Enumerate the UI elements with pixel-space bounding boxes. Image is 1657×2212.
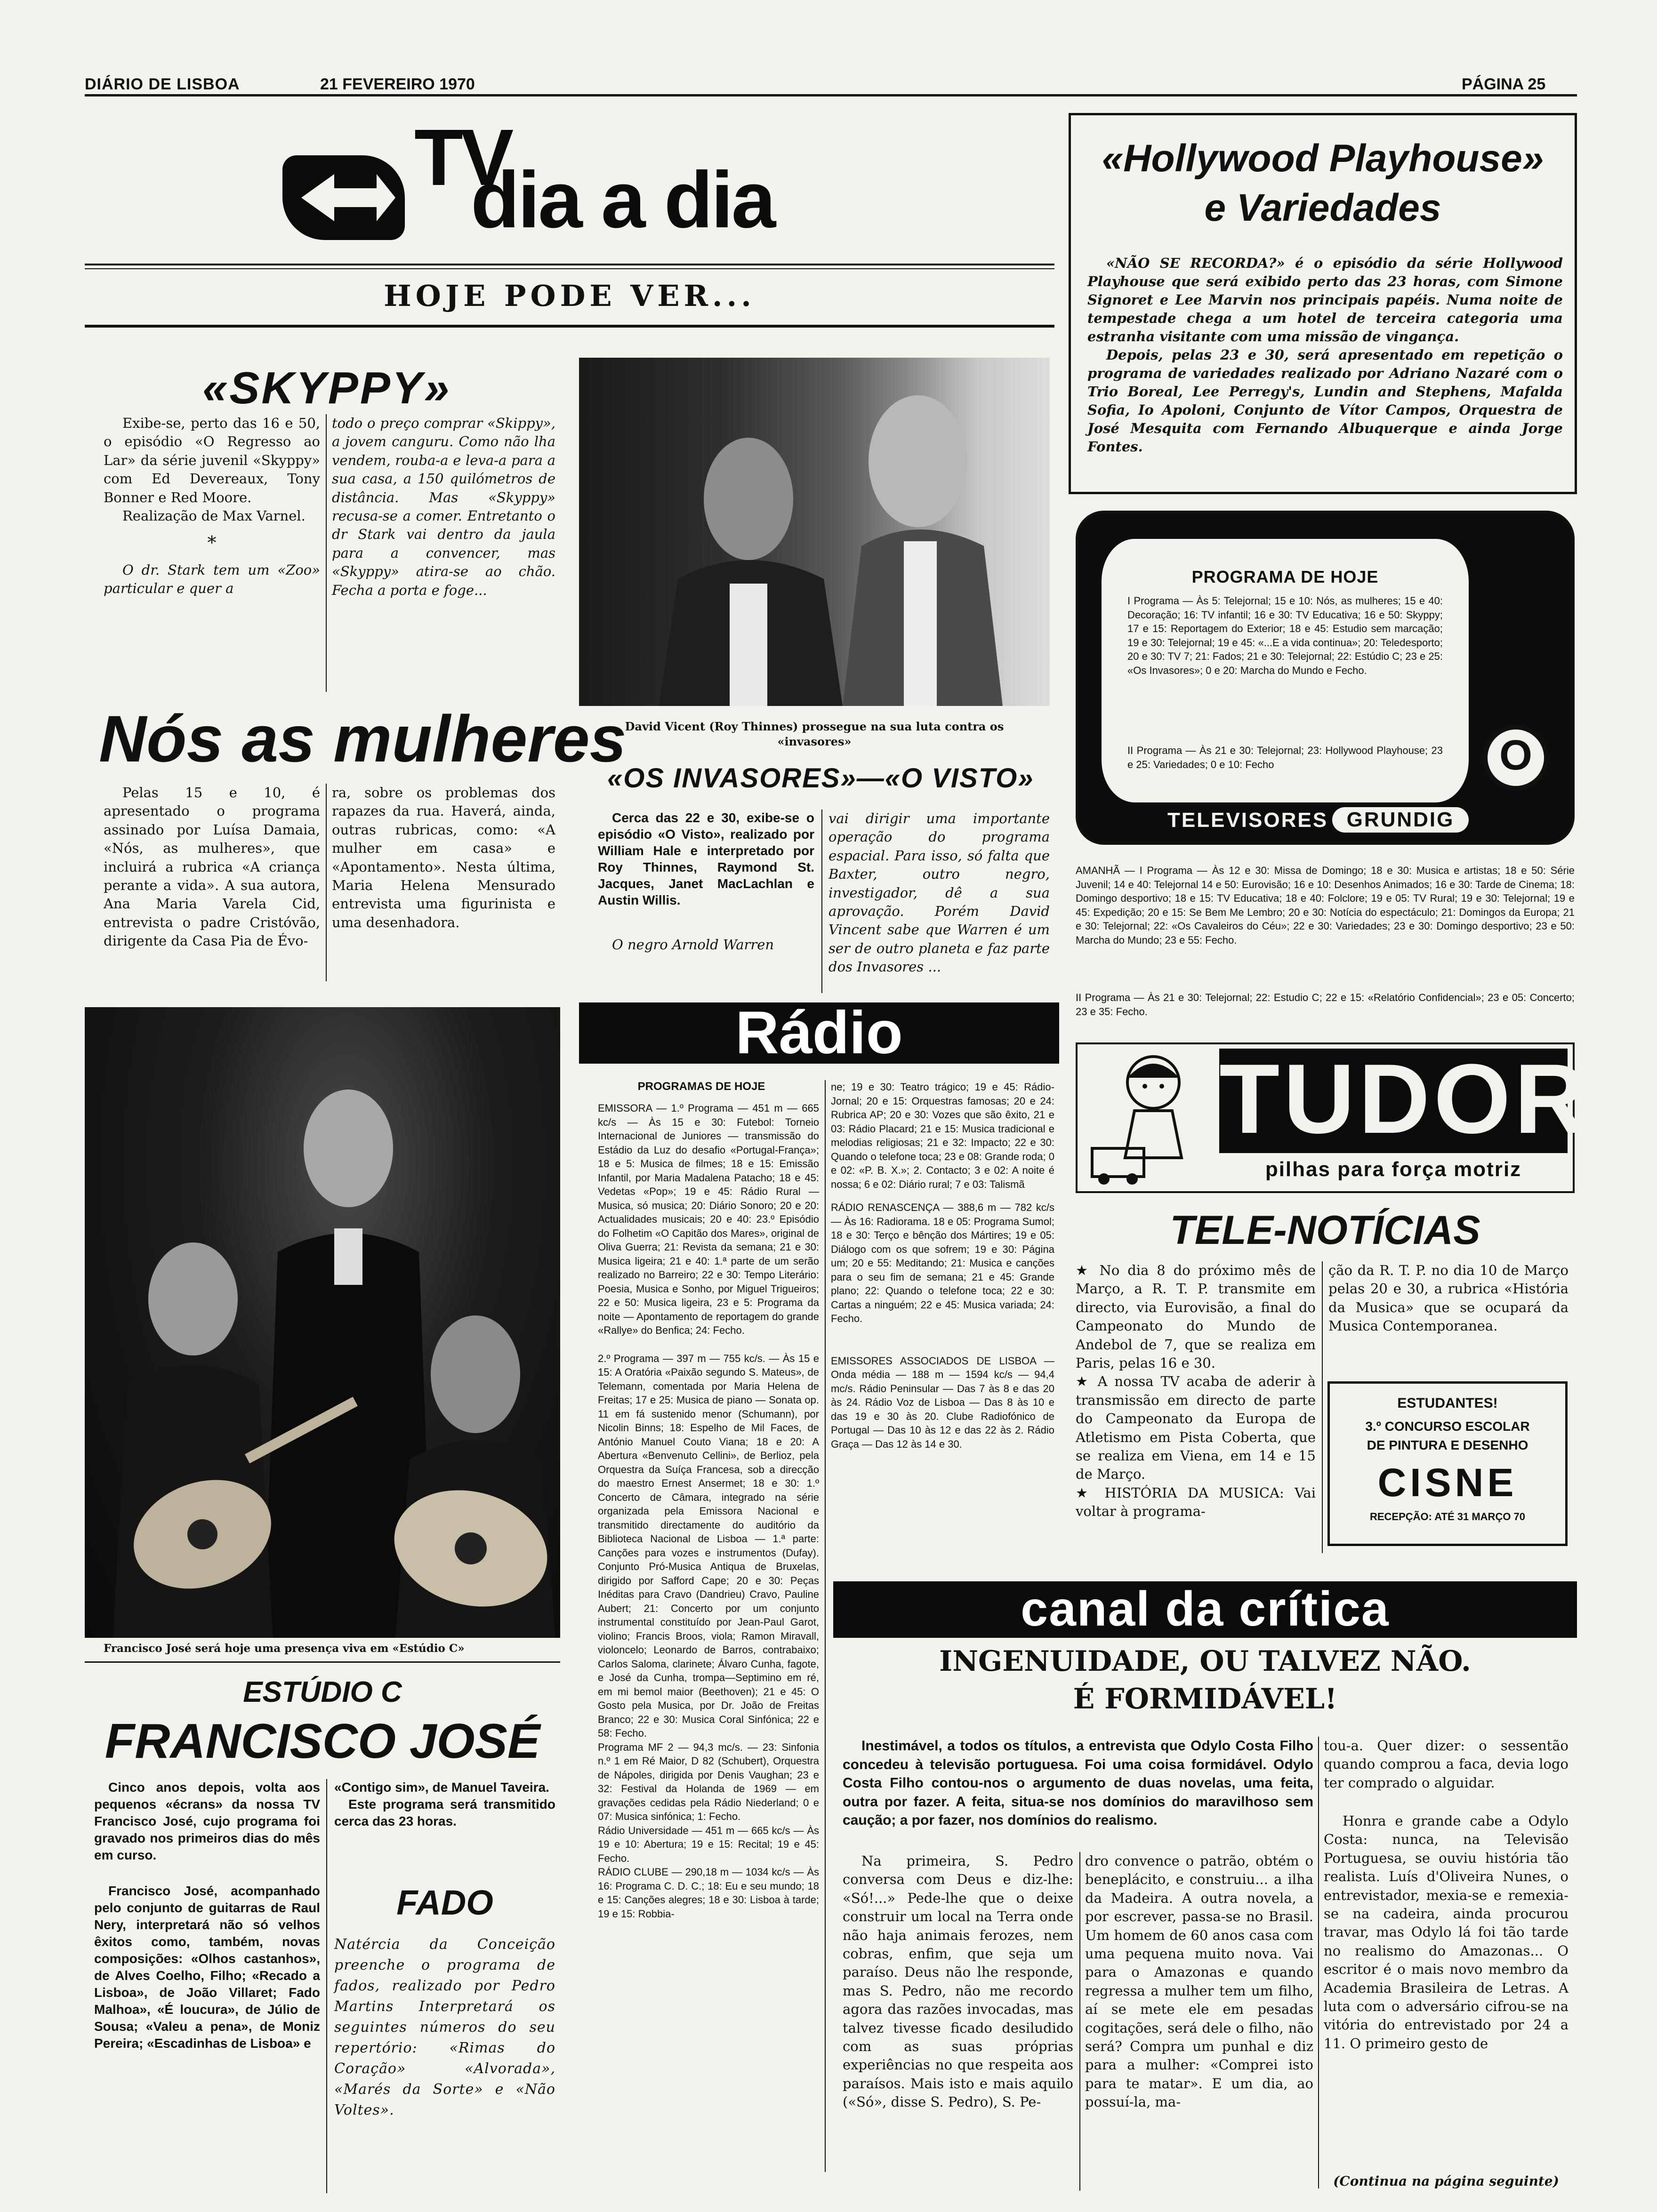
canal-col2: dro convence o patrão, obtém o beneplácito, e construiu... a ilha da Madeira. A outra novela, a por escrever, passa-se no Brasil. Um homem de 60 anos casa com uma pequena muito nova. Vai para o Amazonas e quando regressa a mulher tem um filho, aí se mete ele em pesadas cogitações, será dele o filho, não será? Compra um punhal e diz para a mulher: «Comprei isto para te matar». E um dia, ao possuí-la, ma- (1085, 1853, 1313, 2110)
masthead-page: PÁGINA 25 (1462, 75, 1546, 93)
radio-renascenca: RÁDIO RENASCENÇA — 388,6 m — 782 kc/s — Às 16: Radiorama. 18 e 05: Programa Sumol; 18 e 30: Terço e bênção dos Mártires; 19 e 05: Diálogo com os que sofrem; 19 e 30: Página um; 20 e 55: Meditando; 21: Musica e canções para o seu fim de semana; 21 e 45: Grande plano; 22: Quando o telefone toca; 22 e 30: Cartas a ninguém; 22 e 45: Musica variada; 24: Fecho. (831, 1202, 1054, 1324)
canal-continua: (Continua na página seguinte) (1333, 2173, 1559, 2189)
tudor-brand: TUDOR (1219, 1043, 1590, 1154)
radio-associados: EMISSORES ASSOCIADOS DE LISBOA — Onda média — 188 m — 1594 kc/s — 94,4 mc/s. Rádio Peninsular — Das 7 às 8 e das 20 às 24. Rádio Voz de Lisboa — Das 8 às 10 e das 19 e 30 às 20. Clube Radiofónico de Portugal — Das 10 às 12 e das 22 às 2. Rádio Graça — Das 12 às 14 e 30. (831, 1354, 1054, 1450)
amanha-p2: II Programa — Às 21 e 30: Telejornal; 22: Estudio C; 22 e 15: «Relatório Confidencial»; 23 e 05: Concerto; 23 e 35: Fecho. (1076, 992, 1575, 1018)
tv-knob-label: O (1499, 732, 1532, 779)
cisne-line4: RECEPÇÃO: ATÉ 31 MARÇO 70 (1369, 1511, 1526, 1523)
skyppy-col1 (104, 414, 320, 598)
tele-noticias-title: TELE-NOTÍCIAS (1170, 1208, 1480, 1253)
rule-hoje-top (85, 264, 1054, 265)
estudio-col2-p2: Este programa será transmitido cerca das 23 horas. (334, 1797, 555, 1828)
invasores-col1 (598, 809, 814, 953)
radio-col-divider (825, 1080, 826, 2172)
estudio-col1-p1: Cinco anos depois, volta aos pequenos «écrans» da nossa TV Francisco José, cujo programa foi gravado nos primeiros dias do mês em curso. (94, 1780, 320, 1862)
radio-col1 (598, 1101, 819, 1921)
programa-hoje-title: PROGRAMA DE HOJE (1191, 567, 1379, 586)
mulheres-col-divider (326, 784, 327, 981)
hoje-pode-ver: HOJE PODE VER... (384, 279, 756, 313)
estudio-photo (85, 1007, 560, 1638)
skyppy-col1-p3: O dr. Stark tem um «Zoo» particular e quer a (104, 561, 320, 597)
invasores-col-divider (821, 809, 822, 993)
mulheres-col2: ra, sobre os problemas dos rapazes da rua. Haverá, ainda, outras rubricas, como: «A mulher em casa» e «Apontamento». Nesta última, Maria Helena Mensurado entrevista uma figurinista e uma desenhadora. (332, 785, 555, 930)
tele-noticias-item-2 (1076, 1372, 1316, 1483)
radio-subtitle: PROGRAMAS DE HOJE (637, 1080, 765, 1093)
tudor-slogan: pilhas para força motriz (1265, 1158, 1522, 1181)
estudio-col1 (94, 1779, 320, 2052)
tele-noticias-item-2-text: A nossa TV acaba de aderir à transmissão em directo de parte do Campeonato da Europa de Atletismo em Pista Coberta, que se realiza em Viena, em 14 e 15 de Março. (1076, 1373, 1316, 1483)
radio-mf2: Programa MF 2 — 94,3 mc/s. — 23: Sinfonia n.º 1 em Ré Maior, D 82 (Schubert), Orquestra de Nápoles, dirigida por Denis Vaughan; 23 e 32: Festival da Holanda de 1969 — em gravações cedidas pela Rádio Niederland; 0 e 07: Musica sinfónica; 1: Fecho. (598, 1741, 819, 1822)
star-icon: ★ (1076, 1373, 1098, 1390)
hollywood-title-1: «Hollywood Playhouse» (1102, 137, 1544, 180)
canal-lead: Inestimável, a todos os títulos, a entrevista que Odylo Costa Filho concedeu à televisão portuguesa. Foi uma coisa formidável. Odylo Costa Filho contou-nos o argumento de duas novelas, uma feita, outra por fazer. A feita, situa-se nos domínios do maravilhoso sem caução; a por fazer, nos domínios do realismo. (843, 1738, 1313, 1828)
radio-emissora-1: EMISSORA — 1.º Programa — 451 m — 665 kc/s — Às 15 e 30: Futebol: Torneio Internacional de Juniores — transmissão do Estádio da Luz do desafio «Portugal-França»; 18 e 5: Musica de filmes; 18 e 15: Emissão Infantil, por Maria Madalena Patacho; 18 e 45: Vedetas «Pop»; 19 e 45: Rádio Rural — Musica, só musica; 20: Diário Sonoro; 20 e 20: Actualidades musicais; 20 e 40: 23.º Episódio do Folhetim «O Capitão dos Mares», original de Oliva Guerra; 21: Revista da semana; 21 e 30: Musica ligeira; 21 e 40: 1.ª parte de um serão realizado no Barreiro; 22 e 30: Tempo Literário: Poesia, Musica e Sonho, por Miguel Trigueiros; 22 e 50: Musica ligeira, 23 e 5: Programa da noite — Apontamento de reportagem do grande «Rallye» do Benfica; 24: Fecho. (598, 1102, 819, 1336)
radio-emissora-2: 2.º Programa — 397 m — 755 kc/s. — Às 15 e 15: A Oratória «Paixão segundo S. Mateus», de Telemann, comentada por Maria Helena de Freitas; 17 e 25: Musica de piano — Sonata op. 11 em fá sustenido menor (Schumann), por Nicolin Binns; 18: Espelho de Mil Faces, de António Manuel Couto Viana; 18 e 20: A Abertura «Benvenuto Cellini», de Berlioz, pela Orquestra da Suíça Francesa, sob a direcção do maestro Ernest Ansermet; 18 e 30: 1.º Concerto de Câmara, integrado na série organizada pela Emissora Nacional e transmitido directamente do auditório da Biblioteca Nacional de Lisboa — 1.ª parte: Canções para vozes e instrumentos (Dufay). Conjunto Pró-Musica Antiqua de Bruxelas, dirigido por Safford Cape; 20 e 30: Peças Inéditas para Cravo (Dandrieu) Cravo, Pauline Aubert; 21: Concerto por um conjunto instrumental constituído por Jean-Paul Garot, violino; Francis Broos, viola; Ramon Miravall, violoncelo; Leonardo de Barros, contrabaixo; Carlos Saloma, clarinete; Álvaro Cunha, fagote, e José da Cunha, trompa—Septimino em ré, em mi bemol maior (Beethoven); 21 e 45: O Gosto pela Musica, por Dr. João de Freitas Branco; 22 e 30: Musica Coral Sinfónica; 22 e 58: Fecho. (598, 1352, 819, 1739)
canal-lead-divider (1318, 1737, 1319, 2188)
tele-noticias-item-3 (1076, 1484, 1316, 1521)
grundig-brand-right: GRUNDIG (1332, 807, 1469, 833)
canal-lead-right: tou-a. Quer dizer: o sessentão quando comprou a faca, devia logo ter comprado o alguidar. (1324, 1738, 1569, 1791)
canal-headline-2: É FORMIDÁVEL! (1073, 1683, 1337, 1715)
estudio-col2 (334, 1779, 555, 1830)
hollywood-text (1087, 254, 1563, 456)
tele-noticias-divider (1322, 1261, 1323, 1553)
canal-headline-1: INGENUIDADE, OU TALVEZ NÃO. (939, 1645, 1471, 1678)
invasores-col2: vai dirigir uma importante operação do programa espacial. Para isso, só falta que Baxter, outro negro, investigador, dê a sua aprovação. Porém David Vincent sabe que Warren é um ser de outro planeta e faz parte dos Invasores ... (828, 810, 1050, 975)
tele-noticias-col1 (1076, 1261, 1316, 1521)
canal-col-divider (1079, 1852, 1080, 2191)
skyppy-col1-p2: Realização de Max Varnel. (122, 508, 306, 524)
fado-title: FADO (396, 1883, 493, 1922)
masthead-date: 21 FEVEREIRO 1970 (320, 75, 475, 93)
estudio-caption-rule (85, 1661, 560, 1663)
tv-logo (264, 113, 833, 249)
hollywood-text-p2: Depois, pelas 23 e 30, será apresentado em repetição o programa de variedades realizado por Adriano Nazaré com o Trio Boreal, Lee Perregy's, Lundin and Stephens, Mafalda Sofia, Io Apoloni, Conjunto de Vítor Campos, Orquestra de José Mesquita com Fernando Albuquerque e ainda Jorge Fontes. (1087, 347, 1563, 455)
tele-noticias-item-1-text: No dia 8 do próximo mês de Março, a R. T. P. transmite em directo, via Eurovisão, a final do Campeonato do Mundo de Andebol de 7, que se realiza em Paris, pelas 16 e 30. (1076, 1262, 1316, 1371)
programa-hoje-p1: I Programa — Às 5: Telejornal; 15 e 10: Nós, as mulheres; 15 e 40: Decoração; 16: TV infantil; 16 e 30: TV Educativa; 16 e 50: Skyppy; 17 e 15: Reportagem do Exterior; 18 e 45: Estudio sem marcação; 19 e 30: Telejornal; 19 e 45: «...E a vida continua»; 20: Teledesporto; 20 e 30: TV 7; 21: Fados; 21 e 30: Telejornal; 22: Estúdio C; 23 e 25: «Os Invasores»; 0 e 20: Marcha do Mundo e Fecho. (1127, 595, 1443, 676)
skyppy-asterisk: * (207, 532, 217, 553)
estudio-col-divider (326, 1779, 327, 2193)
hollywood-title-2: e Variedades (1204, 186, 1441, 229)
tele-noticias-item-1 (1076, 1261, 1316, 1372)
rule-hoje-top2 (85, 268, 1054, 269)
tudor-child-icon (1083, 1050, 1210, 1186)
mulheres-title: Nós as mulheres (99, 702, 627, 776)
estudio-title: FRANCISCO JOSÉ (105, 1714, 540, 1769)
estudio-col2-p1: «Contigo sim», de Manuel Taveira. (334, 1780, 549, 1795)
tele-noticias-col2: ção da R. T. P. no dia 10 de Março pelas 20 e 30, a rubrica «História da Musica» que se ocupará da Musica Contemporanea. (1328, 1262, 1569, 1334)
rule-hoje-bottom (85, 325, 1054, 328)
cisne-line1: ESTUDANTES! (1397, 1395, 1498, 1411)
radio-clube-cont: ne; 19 e 30: Teatro trágico; 19 e 45: Rádio-Jornal; 20 e 15: Orquestras famosas; 20 e 24: Rubrica AP; 20 e 30: Vozes que são êxito, 21 e 03: Rádio Placard; 21 e 15: Musica tradicional e melodias religiosas; 21 e 32: Impacto; 22 e 30: Quando o telefone toca; 23 e 08: Grande roda; 0 e 02: «P. B. X.»; 2. Contacto; 3 e 02: A noite é nossa; 6 e 02: Diário rural; 7 e 03: Talismã (831, 1081, 1054, 1190)
radio-title: Rádio (735, 999, 903, 1066)
estudio-caption: Francisco José será hoje uma presença viva em «Estúdio C» (104, 1642, 465, 1655)
cisne-brand: CISNE (1377, 1460, 1518, 1505)
tele-noticias-item-3-text: HISTÓRIA DA MUSICA: Vai voltar à programa- (1076, 1484, 1316, 1520)
canal-col1: Na primeira, S. Pedro conversa com Deus e diz-lhe: «Só!...» Pede-lhe que o deixe construir um local na Terra onde não haja animais ferozes, nem cobras, enfim, que seja um paraíso. Deus não lhe responde, mas S. Pedro, não me recordo agora das razões invocadas, mas talvez tivesse ficado desiludido com as suas próprias experiências no que respeita aos paraísos. Mais isto e mais aquilo («Só», disse S. Pedro), S. Pe- (843, 1853, 1073, 2110)
amanha-p1: AMANHÃ — I Programa — Às 12 e 30: Missa de Domingo; 18 e 30: Musica e artistas; 18 e 50: Série Juvenil; 14 e 40: Telejornal 14 e 50: Eurovisão; 16 e 10: Desenhos Animados; 16 e 30: Tarde de Cinema; 18: Domingo desportivo; 18 e 15: TV Educativa; 18 e 40: Folclore; 19 e 05: TV Rural; 19 e 30: Telejornal; 19 e 45: Expedição; 20 e 15: Se Bem Me Lembro; 20 e 30: Notícia do espectáculo; 21: Domingos da Europa; 21 e 30: Telejornal; 22: «Os Cavaleiros do Céu»; 22 e 30: Variedades; 23 e 30: Domingo desportivo; 23 e 50: Marcha do Mundo; 23 e 55: Fecho. (1076, 865, 1575, 946)
invasores-title: «OS INVASORES»—«O VISTO» (607, 763, 1034, 793)
masthead-rule (85, 94, 1577, 96)
fado-text: Natércia da Conceição preenche o programa de fados, realizado por Pedro Martins Interpretará os seguintes números do seu repertório: «Rimas do Coração» «Alvorada», «Marés da Sorte» e «Não Voltes». (334, 1936, 555, 2118)
tv-logo-dia-a-dia: dia a dia (471, 155, 774, 245)
mulheres-col1: Pelas 15 e 10, é apresentado o programa assinado por Luísa Damaia, «Nós, as mulheres», que incluirá a rubrica «A criança perante a vida». A sua autora, Ana Maria Varela Cid, entrevista o padre Cristóvão, dirigente da Casa Pia de Évo- (104, 785, 320, 949)
invasores-col1-ital: O negro Arnold Warren (612, 937, 774, 953)
estudio-kicker: ESTÚDIO C (243, 1676, 402, 1708)
masthead-paper: DIÁRIO DE LISBOA (85, 75, 240, 93)
tv-logo-letters: TV (414, 113, 511, 202)
invasores-col1-p: Cerca das 22 e 30, exibe-se o episódio «O Visto», realizado por William Hale e interpretado por Roy Thinnes, Raymond St. Jacques, Janet MacLachlan e Austin Willis. (598, 810, 814, 907)
skyppy-title: «SKYPPY» (202, 363, 451, 413)
canal-col3: Honra e grande cabe a Odylo Costa: nunca, na Televisão Portuguesa, se ouviu história tão realista. Luís d'Oliveira Nunes, o entrevistador, mexia-se e remexia-se na cadeira, ainda procurou travar, mas Odylo lá foi tão tarde no realismo do Amazonas... O escritor é o mais novo membro da Academia Brasileira de Letras. A luta com o adversário cifrou-se na vitória do entrevistado por 24 a 11. O primeiro gesto de (1324, 1813, 1569, 2052)
canal-banner-title: canal da crítica (1021, 1582, 1390, 1636)
invasores-photo (579, 358, 1050, 706)
radio-col2 (831, 1080, 1054, 1451)
tv-logo-arrow-icon (282, 155, 405, 240)
hollywood-text-p1: «NÃO SE RECORDA?» é o episódio da série Hollywood Playhouse que será exibido perto das 23 horas, com Simone Signoret e Lee Marvin nos principais papéis. Numa noite de tempestade chega a um hotel de terceira categoria uma estranha visitante com uma missão de vingança. (1087, 255, 1563, 345)
skyppy-col-divider (326, 414, 327, 692)
invasores-caption: David Vicent (Roy Thinnes) prossegue na sua luta contra os «invasores» (625, 720, 1004, 748)
skyppy-col1-p1: Exibe-se, perto das 16 e 50, o episódio «O Regresso ao Lar» da série juvenil «Skyppy» com Ed Devereaux, Tony Bonner e Red Moore. (104, 415, 320, 505)
estudio-col1-p2: Francisco José, acompanhado pelo conjunto de guitarras de Raul Nery, interpretará não só velhos êxitos como, também, novas composições: «Olhos castanhos», de Alves Coelho, Filho; «Recado a Lisboa», de João Villaret; Fado Malhoa», «É loucura», de Júlio de Sousa; «Valeu a pena», de Moniz Pereira; «Escadinhas de Lisboa» e (94, 1883, 320, 2051)
cisne-line2: 3.º CONCURSO ESCOLAR (1365, 1419, 1530, 1434)
star-icon: ★ (1076, 1484, 1105, 1501)
cisne-line3: DE PINTURA E DESENHO (1367, 1438, 1528, 1452)
star-icon: ★ (1076, 1262, 1100, 1278)
programa-hoje-p2: II Programa — Às 21 e 30: Telejornal; 23: Hollywood Playhouse; 23 e 25: Variedades; 0 e 10: Fecho (1127, 745, 1443, 770)
radio-banner (579, 999, 1059, 1066)
radio-clube: RÁDIO CLUBE — 290,18 m — 1034 kc/s — Às 16: Programa C. D. C.; 18: Eu e seu mundo; 18 e 15: Canções alegres; 18 e 30: Lisboa à tarde; 19 e 15: Robbia- (598, 1866, 819, 1920)
canal-banner (833, 1581, 1577, 1638)
grundig-brand-left: TELEVISORES (1167, 809, 1328, 832)
skyppy-col2: todo o preço comprar «Skippy», a jovem canguru. Como não lha vendem, rouba-a e leva-a para a sua casa, a 150 quilómetros de distância. Mas «Skyppy» recusa-se a comer. Entretanto o dr Stark vai dentro da jaula para a convencer, mas «Skyppy» atira-se ao chão. Fecha a porta e foge... (332, 415, 555, 598)
radio-universidade: Rádio Universidade — 451 m — 665 kc/s — Às 19 e 10: Abertura; 19 e 15: Recital; 19 e 45: Fecho. (598, 1824, 819, 1864)
